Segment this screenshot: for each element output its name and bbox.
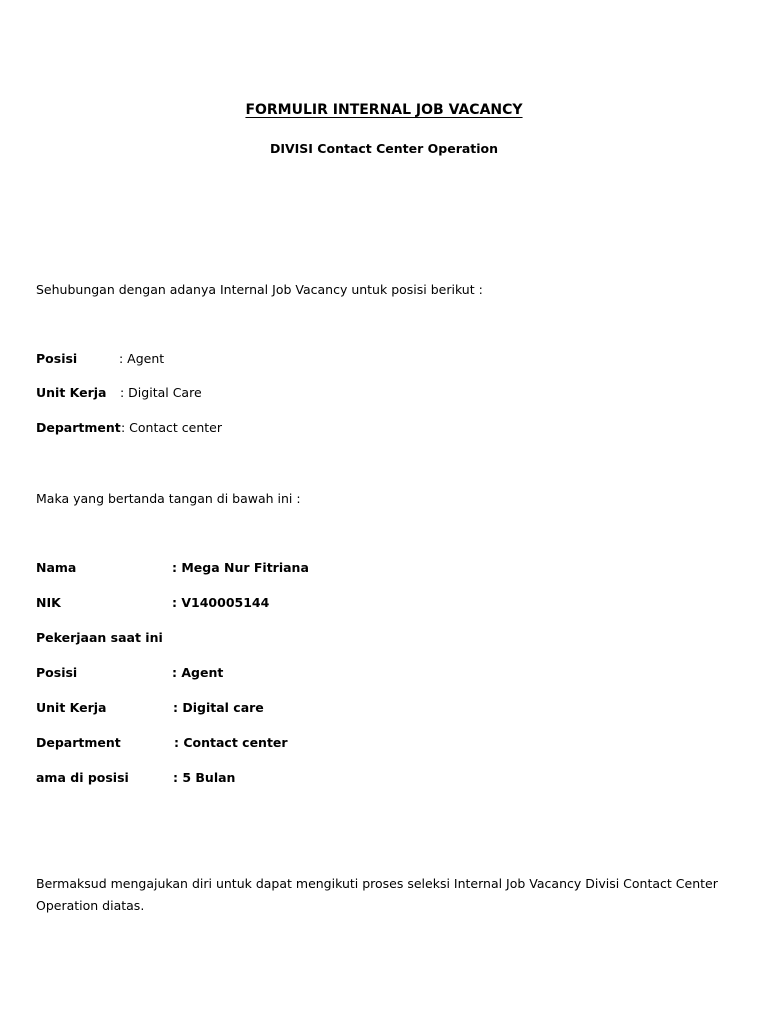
applicant-department-label: Department [36, 735, 121, 750]
applicant-nik-label: NIK [36, 595, 61, 610]
vacancy-unit-kerja-value: : Digital Care [120, 385, 202, 400]
intro-paragraph: Sehubungan dengan adanya Internal Job Vacancy untuk posisi berikut : [36, 282, 483, 297]
signer-intro-paragraph: Maka yang bertanda tangan di bawah ini : [36, 491, 301, 506]
applicant-posisi-value: : Agent [172, 665, 224, 680]
applicant-posisi-label: Posisi [36, 665, 78, 680]
current-job-heading: Pekerjaan saat ini [36, 630, 163, 645]
applicant-nama-label: Nama [36, 560, 77, 575]
document-subtitle: DIVISI Contact Center Operation [269, 141, 499, 156]
vacancy-department-value: : Contact center [121, 420, 223, 435]
applicant-unit-kerja-value: : Digital care [173, 700, 264, 715]
applicant-department-value: : Contact center [174, 735, 288, 750]
applicant-unit-kerja-label: Unit Kerja [36, 700, 107, 715]
applicant-lama-value: : 5 Bulan [173, 770, 236, 785]
vacancy-posisi-label: Posisi [36, 351, 78, 366]
vacancy-unit-kerja-label: Unit Kerja [36, 385, 107, 400]
vacancy-department-label: Department [36, 420, 121, 435]
closing-paragraph: Bermaksud mengajukan diri untuk dapat mengikuti proses seleksi Internal Job Vacancy Divisi Contact Center Operation diatas. [36, 876, 718, 913]
document-title-text: FORMULIR INTERNAL JOB VACANCY [245, 102, 523, 118]
applicant-nik-value: : V140005144 [172, 595, 270, 610]
vacancy-posisi-value: : Agent [119, 351, 165, 366]
applicant-lama-label: ama di posisi [36, 770, 129, 785]
document-title [0, 102, 768, 118]
applicant-nama-value: : Mega Nur Fitriana [172, 560, 309, 575]
